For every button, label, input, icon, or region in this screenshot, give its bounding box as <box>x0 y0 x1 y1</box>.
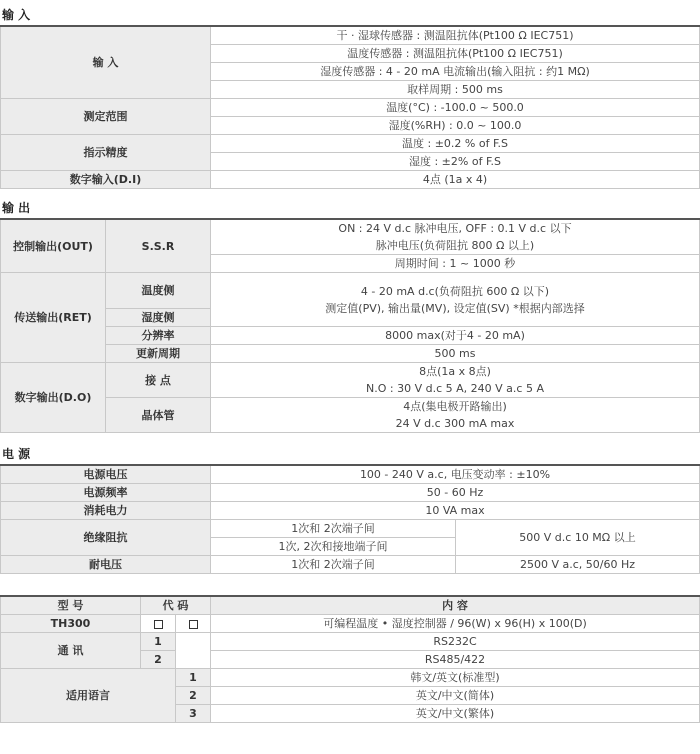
model-name: TH300 <box>1 615 141 633</box>
withstand-label: 耐电压 <box>1 556 211 574</box>
table-row <box>1 633 700 651</box>
section-title-power: 电 源 <box>2 447 31 461</box>
ssr-value: ON : 24 V d.c 脉冲电压, OFF : 0.1 V d.c 以下 <box>211 219 700 237</box>
table-row <box>1 327 700 345</box>
voltage-label: 电源电压 <box>1 465 211 484</box>
table-row <box>1 99 700 117</box>
withstand-between: 1次和 2次端子间 <box>211 556 456 574</box>
do-output-label: 数字输出(D.O) <box>1 363 106 433</box>
code-box-1 <box>141 615 176 633</box>
table-row <box>1 465 700 484</box>
ret-hum-label: 湿度侧 <box>106 309 211 327</box>
ssr-period: 周期时间 : 1 ~ 1000 秒 <box>211 255 700 273</box>
lang-code: 1 <box>176 669 211 687</box>
code-box-2 <box>176 615 211 633</box>
section-title-output: 输 出 <box>2 201 31 215</box>
range-value: 温度(°C) : -100.0 ~ 500.0 <box>211 99 700 117</box>
comm-desc: RS485/422 <box>211 651 700 669</box>
resolution-value: 8000 max(对于4 - 20 mA) <box>211 327 700 345</box>
col-header-model: 型 号 <box>1 596 141 615</box>
table-row <box>1 26 700 45</box>
contact-value: 8点(1a x 8点) <box>211 363 700 381</box>
square-icon <box>189 620 198 629</box>
consumption-label: 消耗电力 <box>1 502 211 520</box>
ret-value <box>211 273 700 327</box>
col-header-content: 内 容 <box>211 596 700 615</box>
input-label: 输 入 <box>1 26 211 99</box>
accuracy-value: 湿度 : ±2% of F.S <box>211 153 700 171</box>
di-label: 数字输入(D.I) <box>1 171 211 189</box>
update-value: 500 ms <box>211 345 700 363</box>
insulation-between: 1次, 2次和接地端子间 <box>211 538 456 556</box>
contact-value: N.O : 30 V d.c 5 A, 240 V a.c 5 A <box>211 380 700 398</box>
table-row <box>1 520 700 538</box>
table-row <box>1 398 700 416</box>
comm-code: 1 <box>141 633 176 651</box>
table-row <box>1 345 700 363</box>
ssr-label: S.S.R <box>106 219 211 273</box>
table-row <box>1 363 700 381</box>
comm-desc: RS232C <box>211 633 700 651</box>
output-spec-table <box>0 218 700 433</box>
control-output-label: 控制输出(OUT) <box>1 219 106 273</box>
accuracy-label: 指示精度 <box>1 135 211 171</box>
lang-desc: 韩文/英文(标准型) <box>211 669 700 687</box>
power-spec-table <box>0 464 700 574</box>
transistor-value: 4点(集电极开路输出) <box>211 398 700 416</box>
ret-output-label: 传送输出(RET) <box>1 273 106 363</box>
table-row <box>1 484 700 502</box>
ssr-value: 脉冲电压(负荷阻抗 800 Ω 以上) <box>211 237 700 255</box>
range-label: 测定范围 <box>1 99 211 135</box>
comm-code: 2 <box>141 651 176 669</box>
comm-label: 通 讯 <box>1 633 141 669</box>
ret-line: 4 - 20 mA d.c(负荷阻抗 600 Ω 以下) <box>360 284 550 298</box>
lang-code: 2 <box>176 687 211 705</box>
table-row <box>1 669 700 687</box>
update-label: 更新周期 <box>106 345 211 363</box>
insulation-label: 绝缘阻抗 <box>1 520 211 556</box>
frequency-value: 50 - 60 Hz <box>211 484 700 502</box>
table-row <box>1 219 700 237</box>
table-row <box>1 171 700 189</box>
di-value: 4点 (1a x 4) <box>211 171 700 189</box>
frequency-label: 电源频率 <box>1 484 211 502</box>
consumption-value: 10 VA max <box>211 502 700 520</box>
ret-temp-label: 温度侧 <box>106 273 211 309</box>
table-row <box>1 273 700 309</box>
accuracy-value: 温度 : ±0.2 % of F.S <box>211 135 700 153</box>
model-description: 可编程温度 • 湿度控制器 / 96(W) x 96(H) x 100(D) <box>211 615 700 633</box>
ret-line: 测定值(PV), 输出量(MV), 设定值(SV) *根据内部选择 <box>325 301 585 315</box>
lang-code: 3 <box>176 705 211 723</box>
transistor-value: 24 V d.c 300 mA max <box>211 415 700 433</box>
voltage-value: 100 - 240 V a.c, 电压变动率 : ±10% <box>211 465 700 484</box>
square-icon <box>154 620 163 629</box>
withstand-value: 2500 V a.c, 50/60 Hz <box>456 556 700 574</box>
lang-desc: 英文/中文(繁体) <box>211 705 700 723</box>
table-header-row <box>1 596 700 615</box>
model-code-table <box>0 595 700 723</box>
resolution-label: 分辨率 <box>106 327 211 345</box>
table-row <box>1 502 700 520</box>
transistor-label: 晶体管 <box>106 398 211 433</box>
input-value: 湿度传感器 : 4 - 20 mA 电流输出(输入阻抗 : 约1 MΩ) <box>211 63 700 81</box>
col-header-code: 代 码 <box>141 596 211 615</box>
empty-cell <box>176 633 211 669</box>
table-row <box>1 556 700 574</box>
input-value: 取样周期 : 500 ms <box>211 81 700 99</box>
lang-desc: 英文/中文(简体) <box>211 687 700 705</box>
lang-label: 适用语言 <box>1 669 176 723</box>
contact-label: 接 点 <box>106 363 211 398</box>
input-value: 干 · 湿球传感器 : 测温阻抗体(Pt100 Ω IEC751) <box>211 26 700 45</box>
input-value: 温度传感器 : 测温阻抗体(Pt100 Ω IEC751) <box>211 45 700 63</box>
section-title-input: 输 入 <box>2 8 31 22</box>
insulation-between: 1次和 2次端子间 <box>211 520 456 538</box>
input-spec-table <box>0 25 700 189</box>
table-row <box>1 135 700 153</box>
insulation-value: 500 V d.c 10 MΩ 以上 <box>456 520 700 556</box>
range-value: 湿度(%RH) : 0.0 ~ 100.0 <box>211 117 700 135</box>
table-row <box>1 615 700 633</box>
